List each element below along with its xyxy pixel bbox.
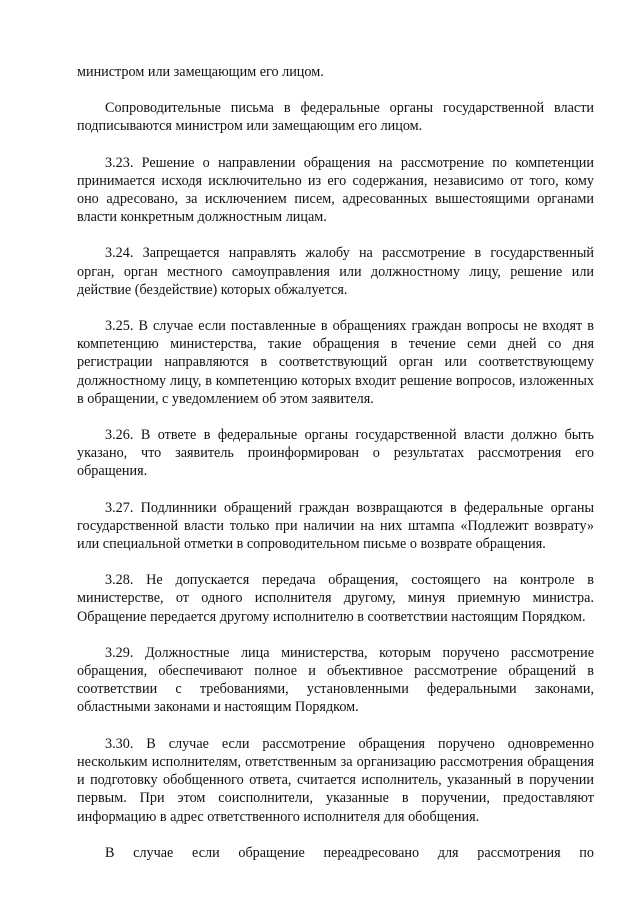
paragraph-readdressed: В случае если обращение переадресовано для рассмотрения по bbox=[105, 844, 594, 861]
paragraph-3-28: 3.28. Не допускается передача обращения, состоящего на контроле в министерстве, от одного исполнителя другому, минуя приемную министра. Обращение передается другому исполнителю в соответствии настоящим Порядком. bbox=[77, 572, 594, 625]
paragraph-3-23: 3.23. Решение о направлении обращения на рассмотрение по компетенции принимается исходя исключительно из его содержания, независимо от того, кому оно адресовано, за исключением писем, адресованных вышестоящими органами власти конкретным должностным лицам. bbox=[77, 154, 594, 226]
paragraph-3-25: 3.25. В случае если поставленные в обращениях граждан вопросы не входят в компетенцию министерства, такие обращения в течение семи дней со дня регистрации направляются в соответствующий орган или соответствующему должностному лицу, в компетенцию которых входит решение вопросов, изложенных в обращении, с уведомлением об этом заявителя. bbox=[77, 318, 594, 407]
paragraph-3-24: 3.24. Запрещается направлять жалобу на рассмотрение в государственный орган, орган местного самоуправления или должностному лицу, решение или действие (бездействие) которых обжалуется. bbox=[77, 245, 594, 298]
paragraph-cover-letters: Сопроводительные письма в федеральные органы государственной власти подписываются министром или замещающим его лицом. bbox=[77, 100, 594, 135]
paragraph-3-29: 3.29. Должностные лица министерства, которым поручено рассмотрение обращения, обеспечивают полное и объективное рассмотрение обращений в соответствии с требованиями, установленными федеральными законами, областными законами и настоящим Порядком. bbox=[77, 644, 594, 716]
paragraph-continuation: министром или замещающим его лицом. bbox=[77, 64, 324, 80]
paragraph-3-30: 3.30. В случае если рассмотрение обращения поручено одновременно нескольким исполнителям, ответственным за организацию рассмотрения обращения и подготовку обобщенного ответа, считается исполнитель, указанный в поручении первым. При этом соисполнители, указанные в поручении, предоставляют информацию в адрес ответственного исполнителя для обобщения. bbox=[77, 735, 594, 825]
paragraph-3-27: 3.27. Подлинники обращений граждан возвращаются в федеральные органы государственной власти только при наличии на них штампа «Подлежит возврату» или специальной отметки в сопроводительном письме о возврате обращения. bbox=[77, 499, 594, 553]
paragraph-3-26: 3.26. В ответе в федеральные органы государственной власти должно быть указано, что заявитель проинформирован о результатах рассмотрения его обращения. bbox=[77, 427, 594, 480]
